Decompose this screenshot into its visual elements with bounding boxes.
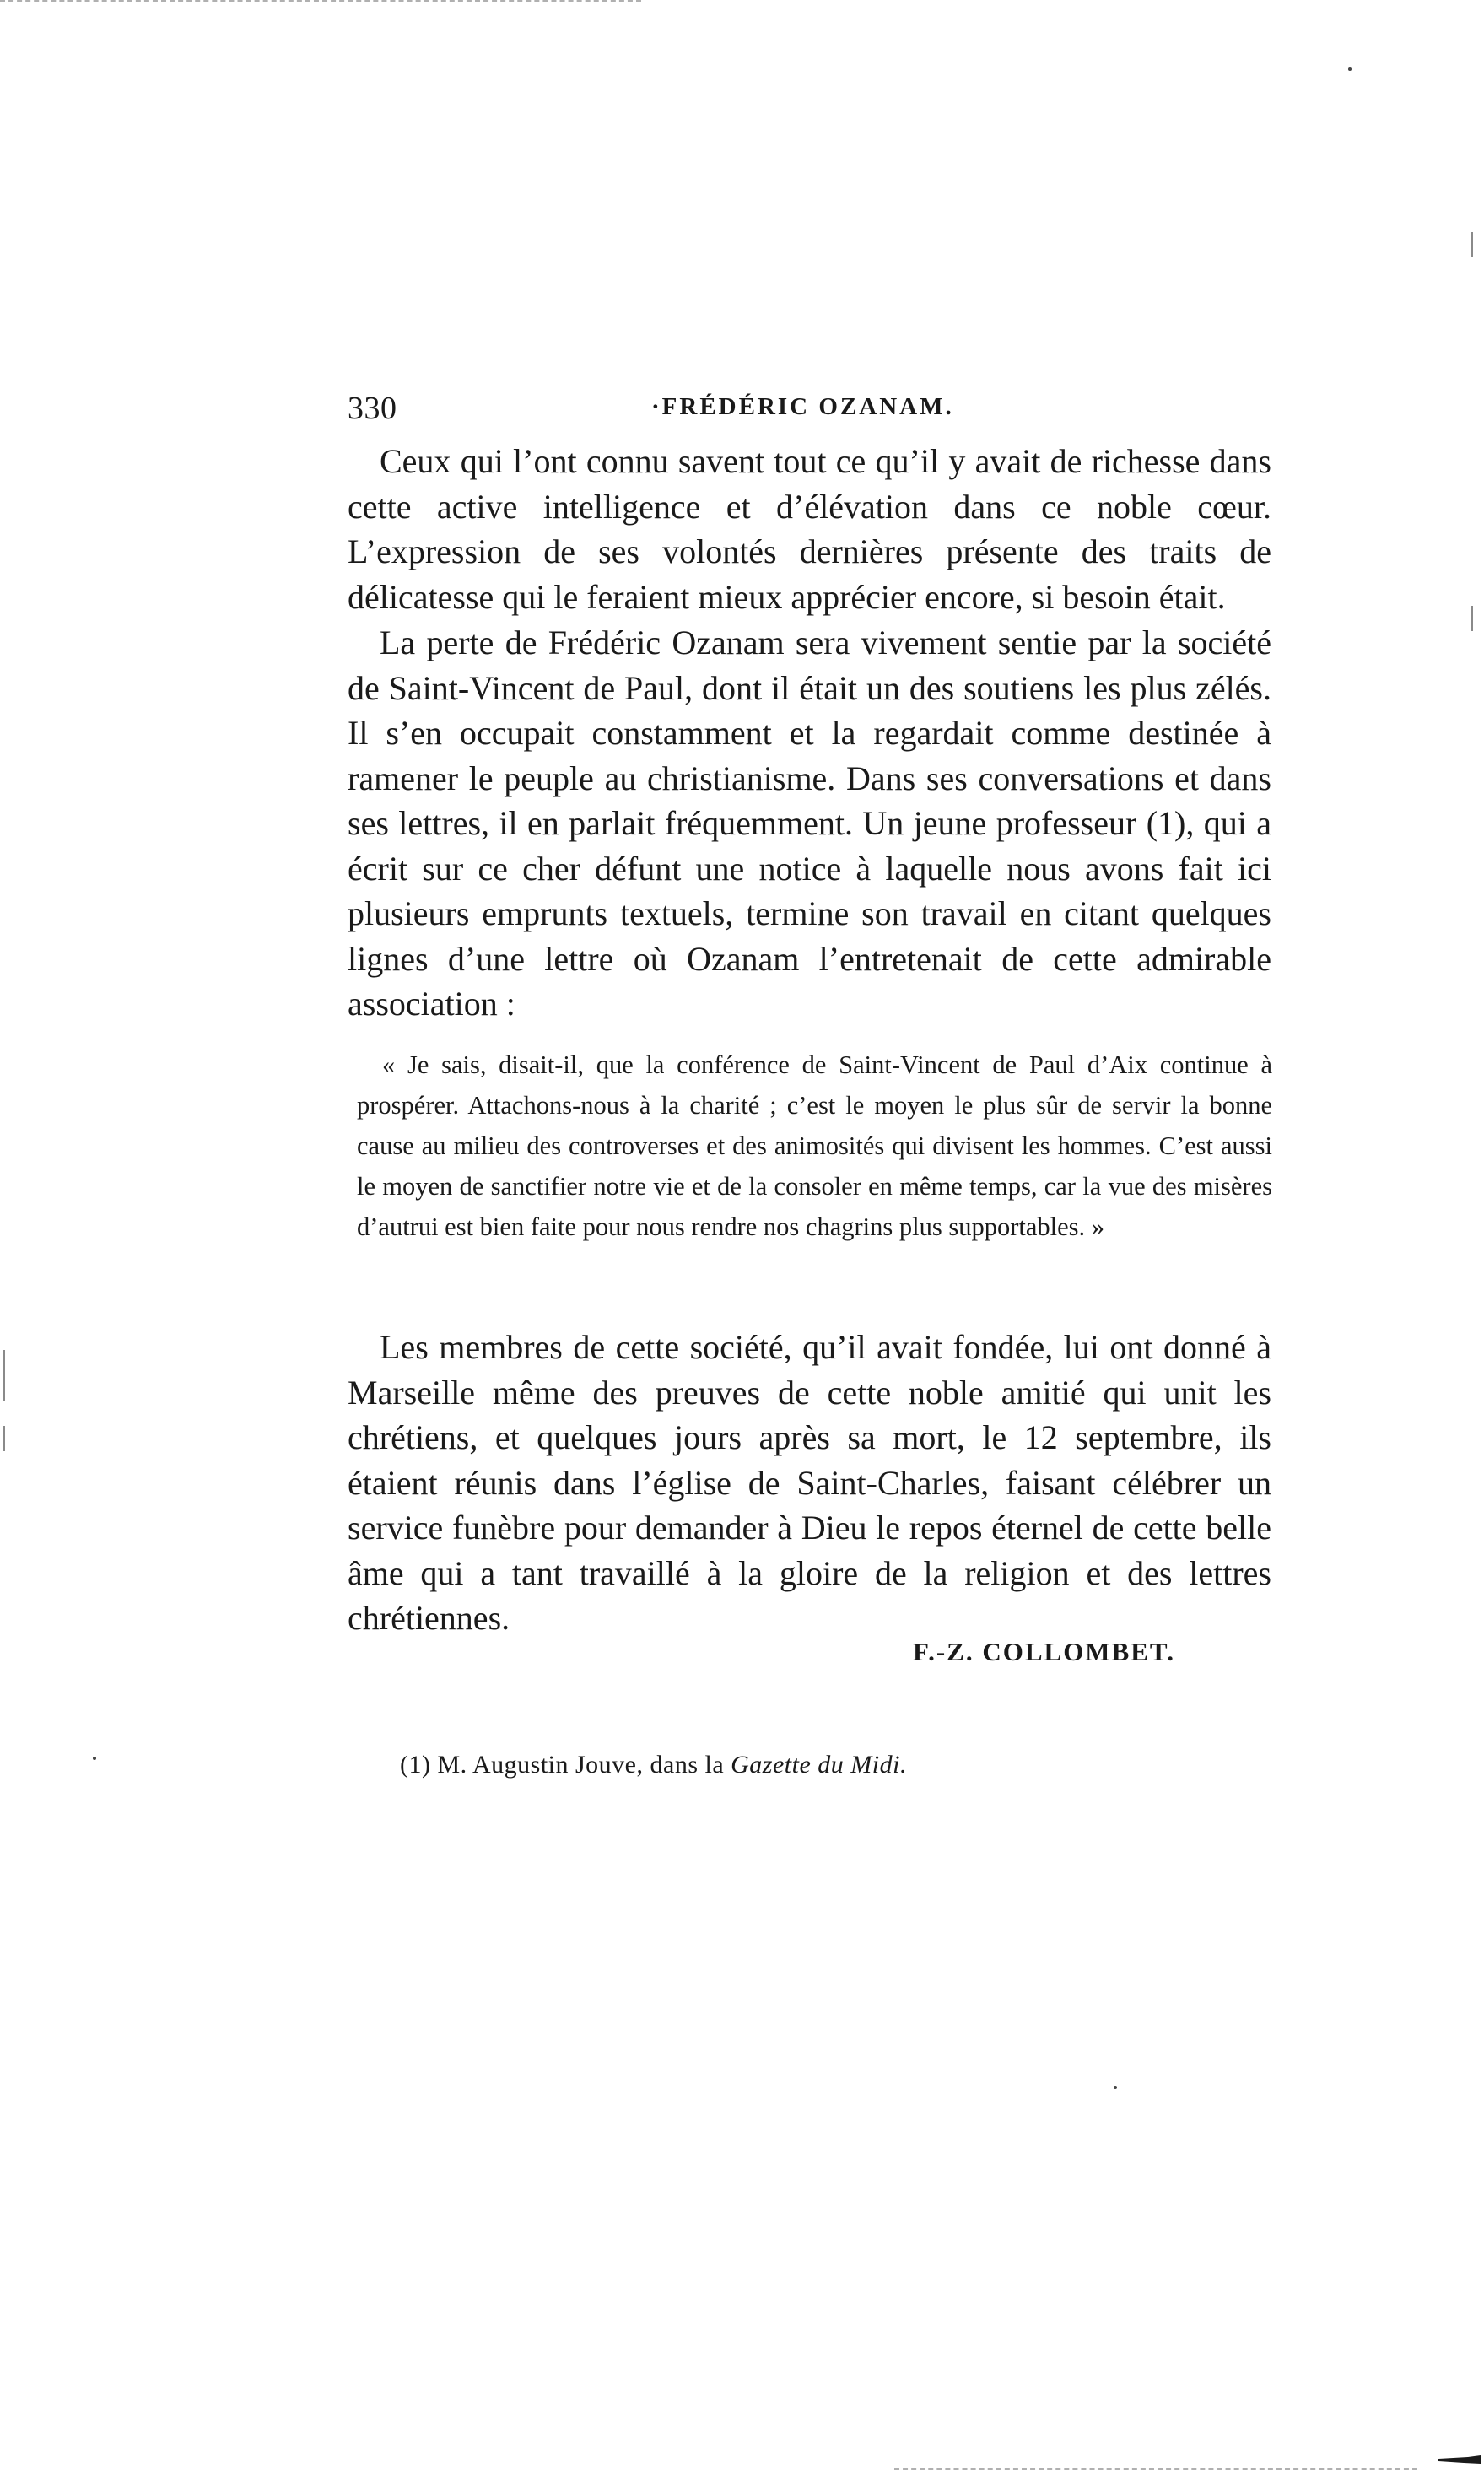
scan-speck	[1114, 2086, 1117, 2089]
page-number: 330	[348, 391, 397, 426]
paragraph-text: Les membres de cette société, qu’il avait fondée, lui ont donné à Marseille même des preuves de cette noble amitié qui unit les chrétiens, et quelques jours après sa mort, le 12 septembre, ils étaient réunis dans l’église de Saint-Charles, faisant célébrer un service funèbre pour demander à Dieu le repos éternel de cette belle âme qui a tant travaillé à la gloire de la religion et des lettres chrétiennes.	[348, 1328, 1271, 1637]
paragraph-1	[348, 439, 1271, 619]
paragraph-text: La perte de Frédéric Ozanam sera vivement sentie par la société de Saint-Vincent de Paul, dont il était un des soutiens les plus zélés. Il s’en occupait constamment et la regardait comme destinée à ramener le peuple au christianisme. Dans ses conversations et dans ses lettres, il en parlait fréquemment. Un jeune professeur (1), qui a écrit sur ce cher défunt une notice à laquelle nous avons fait ici plusieurs emprunts textuels, termine son travail en citant quelques lignes d’une lettre où Ozanam l’entretenait de cette admirable association :	[348, 624, 1271, 1023]
quote-text: « Je sais, disait-il, que la conférence de Saint-Vincent de Paul d’Aix continue à prospérer. Attachons-nous à la charité ; c’est le moyen le plus sûr de servir la bonne cause au milieu des controverses et des animosités qui divisent les hommes. C’est aussi le moyen de sanctifier notre vie et de la consoler en même temps, car la vue des misères d’autrui est bien faite pour nous rendre nos chagrins plus supportables. »	[357, 1050, 1272, 1241]
running-title: ·FRÉDÉRIC OZANAM.	[651, 393, 954, 420]
footnote-source: Gazette du Midi.	[731, 1751, 907, 1779]
paragraph-text: Ceux qui l’ont connu savent tout ce qu’il y avait de richesse dans cette active intelligence et d’élévation dans ce noble cœur. L’expression de ses volontés dernières présente des traits de délicatesse qui le feraient mieux apprécier encore, si besoin était.	[348, 442, 1271, 616]
bottom-scan-edge	[894, 2468, 1417, 2473]
author-signature: F.-Z. COLLOMBET.	[913, 1637, 1176, 1666]
scan-edge-mark	[3, 1426, 5, 1451]
block-quote	[357, 1045, 1272, 1247]
footnote	[400, 1751, 907, 1779]
scan-speck	[1348, 67, 1352, 71]
closing-paragraph	[348, 1325, 1271, 1641]
scan-edge-mark	[1471, 606, 1473, 631]
page-corner-mark	[1438, 2455, 1481, 2464]
page-header	[348, 390, 1276, 432]
scan-edge-mark	[3, 1350, 5, 1401]
top-scan-edge	[0, 0, 641, 5]
scan-speck	[93, 1757, 96, 1760]
paragraph-2	[348, 620, 1271, 1027]
scan-edge-mark	[1471, 232, 1473, 257]
footnote-text: (1) M. Augustin Jouve, dans la	[400, 1751, 731, 1779]
